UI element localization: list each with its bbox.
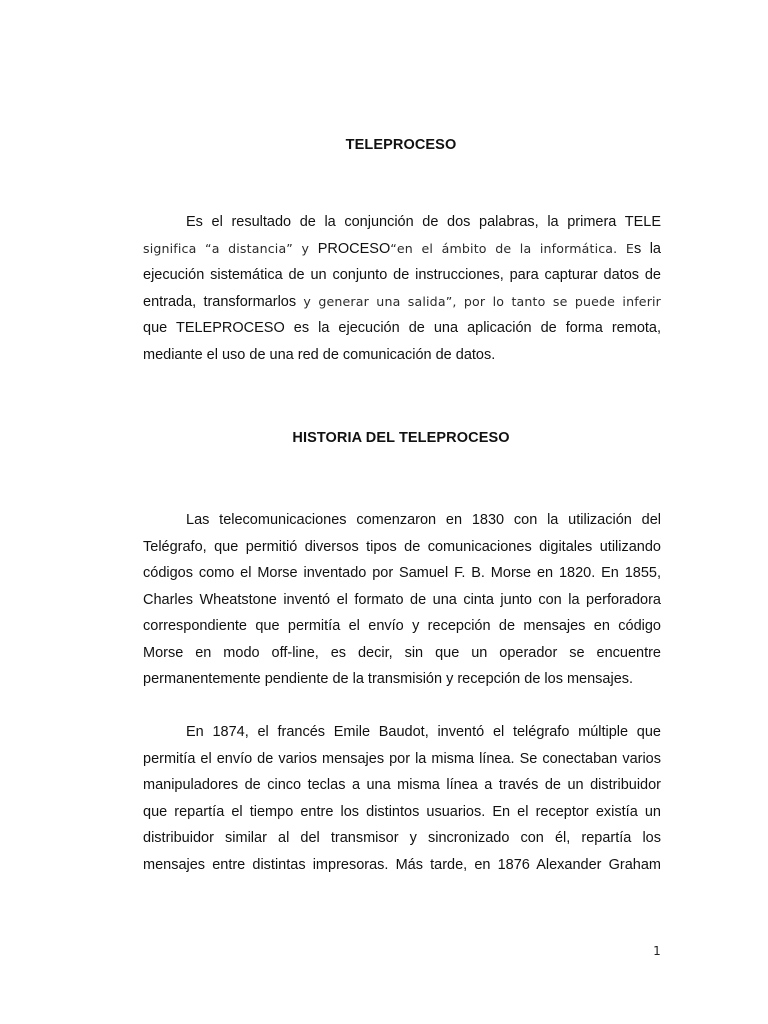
intro-line-3: ejecución sistemática de un conjunto de instrucciones, para capturar datos de	[143, 267, 661, 283]
paragraph-line: Charles Wheatstone inventó el formato de una cinta junto con la perforadora	[143, 591, 661, 608]
paragraph-line: permanentemente pendiente de la transmisión y recepción de los mensajes.	[143, 671, 634, 687]
paragraph-line: manipuladores de cinco teclas a una misma línea a través de un distribuidor	[143, 777, 661, 793]
history-paragraph-2	[143, 719, 661, 878]
intro-line-2	[143, 236, 661, 263]
paragraph-line: distribuidor similar al del transmisor y sincronizado con él, repartía los	[143, 830, 661, 846]
paragraph-line: En 1874, el francés Emile Baudot, inventó el telégrafo múltiple que	[186, 724, 661, 740]
intro-line-4	[143, 289, 661, 316]
paragraph-line: que repartía el tiempo entre los distintos usuarios. En el receptor existía un	[143, 803, 661, 820]
paragraph-line: Telégrafo, que permitió diversos tipos de comunicaciones digitales utilizando	[143, 538, 661, 555]
intro-line-5: que TELEPROCESO es la ejecución de una aplicación de forma remota,	[143, 320, 661, 336]
document-title: TELEPROCESO	[345, 137, 457, 153]
intro-paragraph	[143, 209, 661, 368]
history-heading: HISTORIA DEL TELEPROCESO	[292, 430, 510, 446]
intro-line-2-part-a: significa “a distancia” y	[143, 240, 318, 256]
intro-line-1: Es el resultado de la conjunción de dos palabras, la primera TELE	[186, 214, 661, 230]
intro-line-2-part-d: s la	[634, 240, 661, 257]
intro-line-6: mediante el uso de una red de comunicación de datos.	[143, 346, 496, 363]
paragraph-line: Morse en modo off-line, es decir, sin que un operador se encuentre	[143, 644, 661, 661]
paragraph-line: permitía el envío de varios mensajes por la misma línea. Se conectaban varios	[143, 750, 661, 767]
paragraph-line: mensajes entre distintas impresoras. Más tarde, en 1876 Alexander Graham	[143, 856, 661, 873]
paragraph-line: correspondiente que permitía el envío y recepción de mensajes en código	[143, 618, 661, 634]
intro-line-2-part-c: “en el ámbito de la informática. E	[390, 240, 634, 256]
history-paragraph-1	[143, 507, 661, 693]
paragraph-line: códigos como el Morse inventado por Samuel F. B. Morse en 1820. En 1855,	[143, 565, 661, 581]
paragraph-line: Las telecomunicaciones comenzaron en 1830 con la utilización del	[186, 512, 661, 528]
intro-line-2-part-b: PROCESO	[317, 240, 391, 257]
intro-line-4-part-a: entrada, transformarlos	[143, 293, 304, 310]
intro-line-4-part-b: y generar una salida”, por lo tanto se puede inferir	[303, 293, 661, 309]
page-number: 1	[653, 944, 661, 958]
